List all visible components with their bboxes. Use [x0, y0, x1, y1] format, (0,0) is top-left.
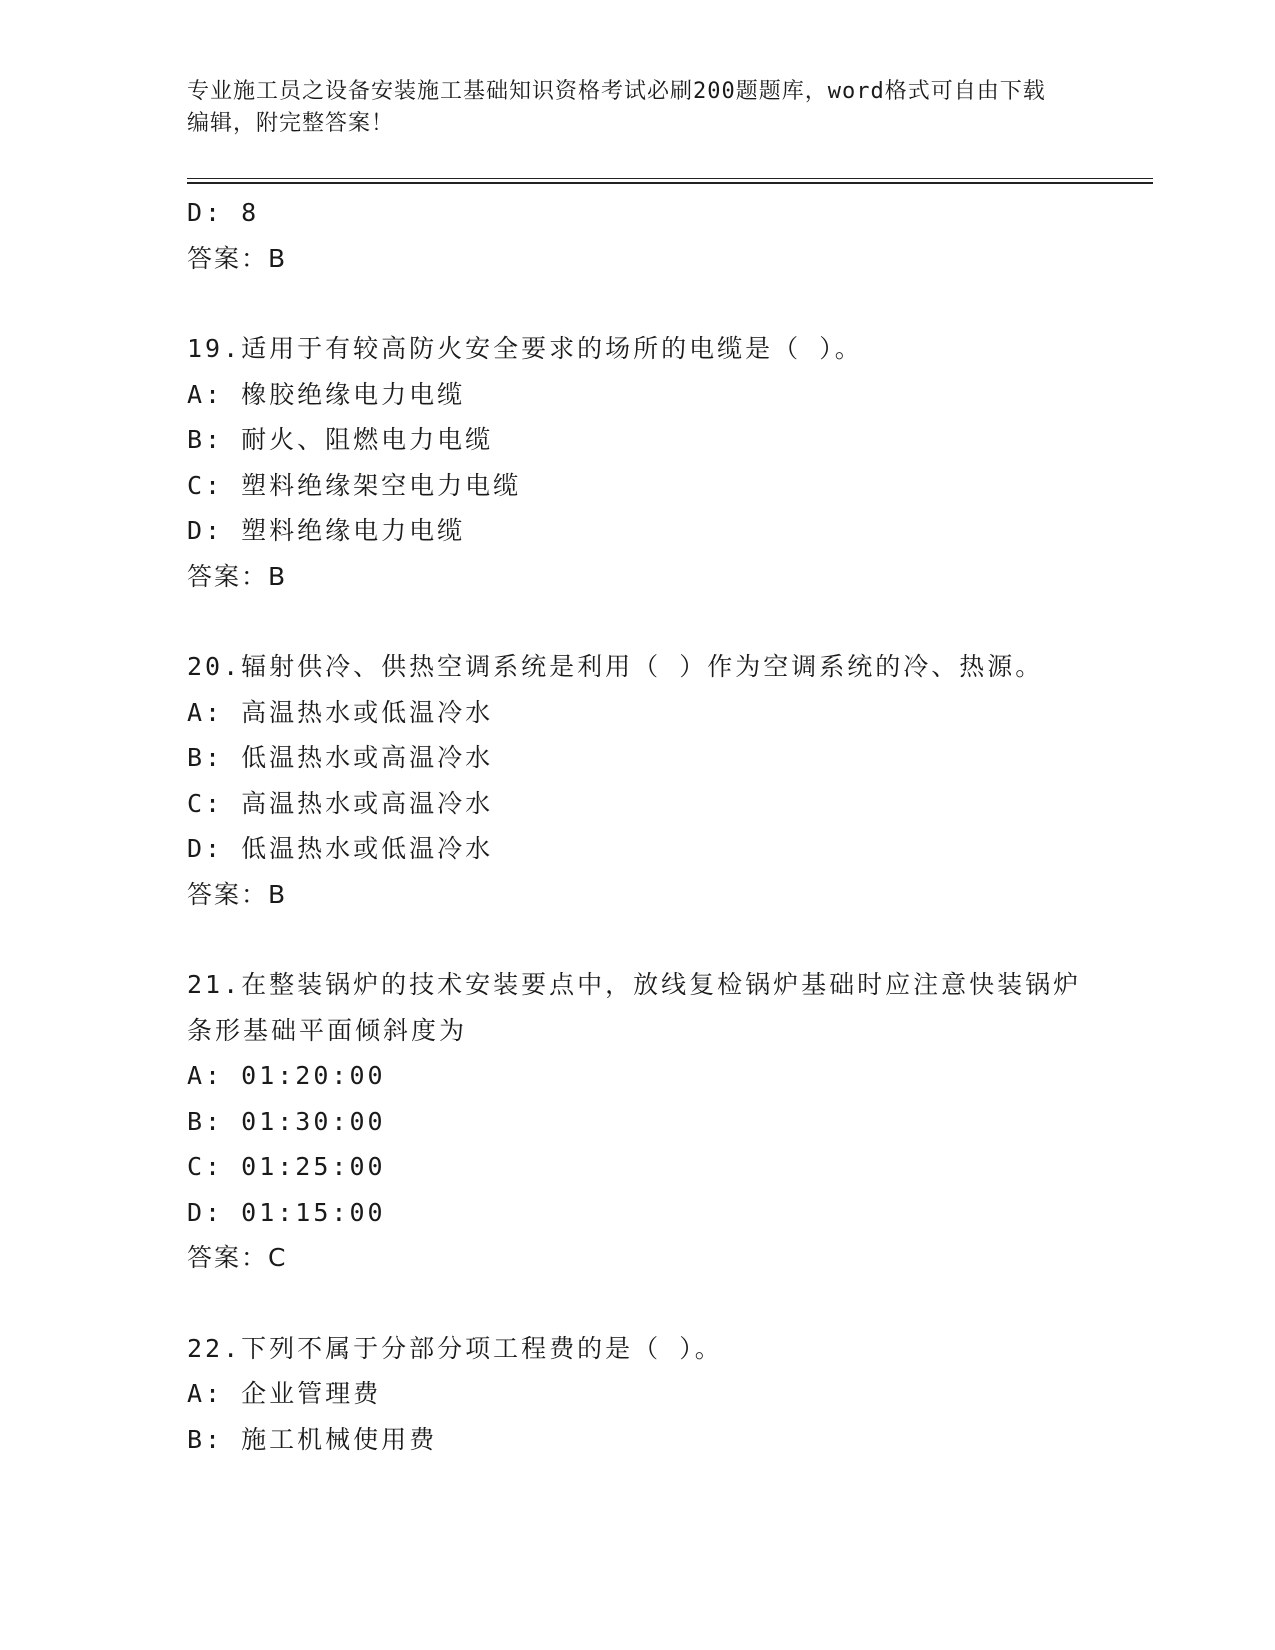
- spacer: [187, 281, 1087, 326]
- document-header: [187, 76, 1067, 140]
- question-content: [187, 190, 1087, 1462]
- option-d: D: 塑料绝缘电力电缆: [187, 516, 466, 545]
- option-c: C: 高温热水或高温冷水: [187, 788, 494, 818]
- option-b: B: 施工机械使用费: [187, 1424, 438, 1454]
- option-c: C: 01:25:00: [187, 1152, 386, 1181]
- header-divider-thick: [187, 182, 1153, 184]
- answer-line: 答案：B: [187, 561, 288, 591]
- option-d: D: 01:15:00: [187, 1197, 386, 1227]
- question-stem: 21.在整装锅炉的技术安装要点中，放线复检锅炉基础时应注意快装锅炉条形基础平面倾斜度为: [187, 970, 1082, 1045]
- option-b: B: 耐火、阻燃电力电缆: [187, 425, 494, 454]
- option-a: A: 01:20:00: [187, 1061, 386, 1090]
- option-a: A: 企业管理费: [187, 1379, 382, 1408]
- option-d: D: 8: [187, 198, 260, 227]
- question-22: [187, 1326, 1087, 1463]
- spacer: [187, 917, 1087, 962]
- answer-line: 答案：B: [187, 243, 288, 273]
- header-divider-thin: [187, 178, 1153, 179]
- option-b: B: 01:30:00: [187, 1106, 386, 1136]
- spacer: [187, 599, 1087, 644]
- option-a: A: 高温热水或低温冷水: [187, 697, 494, 727]
- option-c: C: 塑料绝缘架空电力电缆: [187, 470, 522, 500]
- answer-line: 答案：C: [187, 1243, 288, 1272]
- spacer: [187, 1281, 1087, 1326]
- answer-line: 答案：B: [187, 879, 288, 909]
- question-20: [187, 644, 1087, 917]
- question-stem: 22.下列不属于分部分项工程费的是（ ）。: [187, 1333, 723, 1363]
- option-b: B: 低温热水或高温冷水: [187, 743, 494, 772]
- header-title: 专业施工员之设备安装施工基础知识资格考试必刷200题题库，word格式可自由下载编辑，附完整答案！: [187, 79, 1046, 136]
- option-a: A: 橡胶绝缘电力电缆: [187, 379, 466, 409]
- question-19: [187, 326, 1087, 599]
- option-d: D: 低温热水或低温冷水: [187, 834, 494, 863]
- question-21: [187, 962, 1087, 1281]
- carryover-block: [187, 190, 1087, 281]
- question-stem: 19.适用于有较高防火安全要求的场所的电缆是（ ）。: [187, 334, 863, 363]
- question-stem: 20.辐射供冷、供热空调系统是利用（ ）作为空调系统的冷、热源。: [187, 652, 1044, 681]
